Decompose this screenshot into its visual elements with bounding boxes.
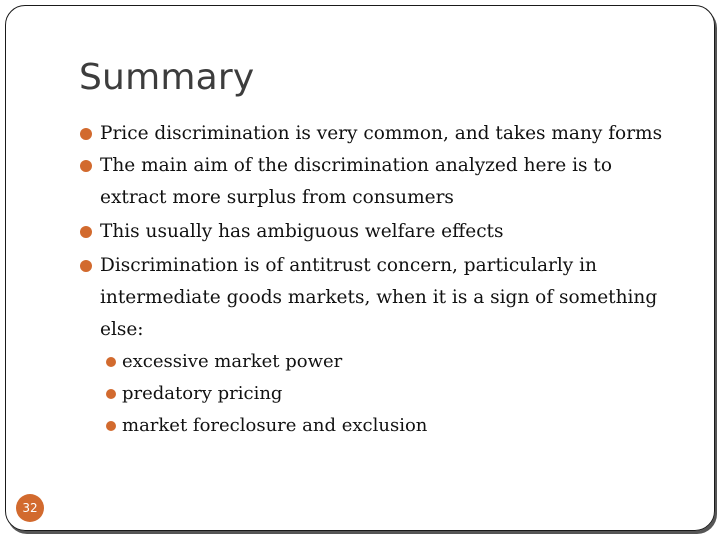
sub-bullet-text: predatory pricing — [122, 383, 283, 404]
bullet-item — [80, 216, 680, 248]
bullet-text: The main aim of the discrimination analyzed here is to extract more surplus from consumers — [100, 155, 613, 208]
bullet-list — [80, 118, 680, 446]
page-number-badge: 32 — [16, 494, 44, 522]
sub-bullet-icon — [106, 389, 116, 399]
bullet-text: Discrimination is of antitrust concern, particularly in intermediate goods markets, when it is a sign of something else: — [100, 255, 658, 340]
bullet-icon — [80, 226, 92, 238]
bullet-icon — [80, 128, 92, 140]
bullet-item — [80, 118, 680, 150]
bullet-icon — [80, 260, 92, 272]
sub-bullet-icon — [106, 357, 116, 367]
sub-bullet-text: excessive market power — [122, 351, 343, 372]
sub-bullet-icon — [106, 421, 116, 431]
bullet-item — [80, 250, 680, 442]
bullet-text: Price discrimination is very common, and takes many forms — [100, 123, 663, 144]
sub-bullet-item — [100, 346, 680, 378]
sub-bullet-list — [100, 346, 680, 442]
bullet-icon — [80, 160, 92, 172]
slide-title: Summary — [79, 57, 255, 98]
bullet-text: This usually has ambiguous welfare effects — [100, 221, 504, 242]
bullet-item — [80, 150, 680, 214]
sub-bullet-item — [100, 410, 680, 442]
sub-bullet-text: market foreclosure and exclusion — [122, 415, 428, 436]
sub-bullet-item — [100, 378, 680, 410]
